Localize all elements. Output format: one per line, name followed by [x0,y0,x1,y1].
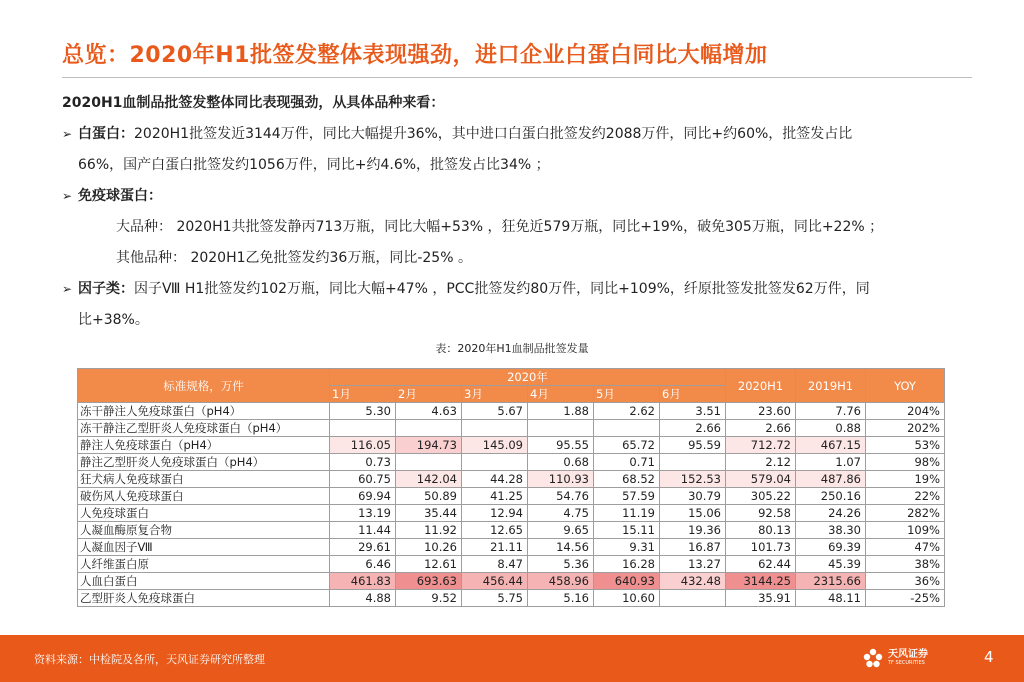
cell: 109% [866,522,945,539]
cell: 65.72 [594,437,660,454]
logo-name-en: TF SECURITIES [888,660,925,666]
row-name: 静注人免疫球蛋白（pH4） [78,437,330,454]
cell: 0.68 [528,454,594,471]
flower-logo-icon [862,647,884,669]
cell: 467.15 [796,437,866,454]
cell: 5.16 [528,590,594,607]
cell: 54.76 [528,488,594,505]
cell: 8.47 [462,556,528,573]
cell: 15.06 [660,505,726,522]
cell: 19% [866,471,945,488]
factor-line1: 因子Ⅷ H1批签发约102万瓶，同比大幅+47% ，PCC批签发约80万件，同比+109%，纤原批签发批签发62万件，同 [134,281,870,297]
table-row [78,437,945,454]
cell: 9.65 [528,522,594,539]
intro-line: 2020H1血制品批签发整体同比表现强劲，从具体品种来看： [62,95,445,111]
row-name: 冻干静注乙型肝炎人免疫球蛋白（pH4） [78,420,330,437]
col-header-year: 2020年 [330,369,726,386]
page-title: 总览：2020年H1批签发整体表现强劲，进口企业白蛋白同比大幅增加 [62,43,768,68]
cell: 36% [866,573,945,590]
cell: 50.89 [396,488,462,505]
row-name: 破伤风人免疫球蛋白 [78,488,330,505]
albumin-line1: 2020H1批签发近3144万件，同比大幅提升36%，其中进口白蛋白批签发约2088万件，同比+约60%，批签发占比 [134,126,853,142]
cell: 92.58 [726,505,796,522]
cell: 5.75 [462,590,528,607]
cell: 57.59 [594,488,660,505]
cell [396,420,462,437]
logo-name: 天风证券 [888,649,928,660]
cell: 2.62 [594,403,660,420]
cell: 712.72 [726,437,796,454]
albumin-line2: 66%，国产白蛋白批签发约1056万件，同比+约4.6%，批签发占比34% ； [78,157,550,173]
cell: 579.04 [726,471,796,488]
cell [396,454,462,471]
table-row [78,403,945,420]
immuno-major-line: 大品种： 2020H1共批签发静丙713万瓶，同比大幅+53% ，狂免近579万瓶，同比+19%，破免305万瓶，同比+22% ； [116,219,884,235]
logo-text [888,649,928,667]
cell [462,420,528,437]
cell: 10.26 [396,539,462,556]
bullet-arrow-icon: ➢ [62,189,73,203]
bullet-arrow-icon: ➢ [62,127,73,141]
cell: 0.73 [330,454,396,471]
cell: 69.39 [796,539,866,556]
batch-release-table [77,368,945,607]
col-header-month: 1月 [330,386,396,403]
cell: 53% [866,437,945,454]
cell: 305.22 [726,488,796,505]
cell: 16.28 [594,556,660,573]
cell: 487.86 [796,471,866,488]
footer-source: 资料来源：中检院及各所，天风证券研究所整理 [34,653,265,666]
cell: 29.61 [330,539,396,556]
row-name: 人纤维蛋白原 [78,556,330,573]
cell: 4.75 [528,505,594,522]
cell: 41.25 [462,488,528,505]
col-header-month: 2月 [396,386,462,403]
table-row [78,505,945,522]
cell: 116.05 [330,437,396,454]
row-name: 静注乙型肝炎人免疫球蛋白（pH4） [78,454,330,471]
cell: 13.27 [660,556,726,573]
cell: 204% [866,403,945,420]
cell: 44.28 [462,471,528,488]
cell: 5.67 [462,403,528,420]
table-row [78,556,945,573]
table-row [78,454,945,471]
cell: 6.46 [330,556,396,573]
cell: 35.44 [396,505,462,522]
albumin-bullet [62,119,982,150]
factor-line2: 比+38%。 [78,312,149,328]
col-header-month: 3月 [462,386,528,403]
cell: 30.79 [660,488,726,505]
row-name: 人凝血因子Ⅷ [78,539,330,556]
cell: 38.30 [796,522,866,539]
cell [660,590,726,607]
factor-bullet [62,274,982,305]
cell: 10.60 [594,590,660,607]
cell [660,454,726,471]
cell: 640.93 [594,573,660,590]
cell: 1.07 [796,454,866,471]
row-name: 乙型肝炎人免疫球蛋白 [78,590,330,607]
table-row [78,420,945,437]
table-row [78,573,945,590]
cell: 432.48 [660,573,726,590]
cell: 47% [866,539,945,556]
row-name: 狂犬病人免疫球蛋白 [78,471,330,488]
cell: 11.44 [330,522,396,539]
cell: 69.94 [330,488,396,505]
summary-text [62,88,982,336]
cell [330,420,396,437]
albumin-label: 白蛋白： [78,126,134,142]
cell: 80.13 [726,522,796,539]
cell: 98% [866,454,945,471]
row-name: 人凝血酶原复合物 [78,522,330,539]
cell [528,420,594,437]
cell: 38% [866,556,945,573]
cell: 12.65 [462,522,528,539]
cell: 5.30 [330,403,396,420]
cell: 2315.66 [796,573,866,590]
cell: 9.52 [396,590,462,607]
cell: 95.55 [528,437,594,454]
cell: 282% [866,505,945,522]
cell: 48.11 [796,590,866,607]
cell: 194.73 [396,437,462,454]
cell [462,454,528,471]
cell: 11.92 [396,522,462,539]
col-header-2019h1: 2019H1 [796,369,866,403]
col-header-name: 标准规格，万件 [78,369,330,403]
cell: 13.19 [330,505,396,522]
cell: 19.36 [660,522,726,539]
cell: 4.88 [330,590,396,607]
table-row [78,539,945,556]
cell: 110.93 [528,471,594,488]
cell: 145.09 [462,437,528,454]
cell: 0.88 [796,420,866,437]
col-header-2020h1: 2020H1 [726,369,796,403]
cell: 456.44 [462,573,528,590]
cell: 7.76 [796,403,866,420]
cell: 62.44 [726,556,796,573]
cell: 24.26 [796,505,866,522]
col-header-month: 4月 [528,386,594,403]
immuno-bullet [62,181,982,212]
cell: 250.16 [796,488,866,505]
cell: 142.04 [396,471,462,488]
cell: 152.53 [660,471,726,488]
cell: 45.39 [796,556,866,573]
immuno-label: 免疫球蛋白： [78,188,162,204]
col-header-month: 5月 [594,386,660,403]
cell: 12.61 [396,556,462,573]
company-logo [862,647,928,669]
cell: 12.94 [462,505,528,522]
cell: 4.63 [396,403,462,420]
page-number: 4 [984,648,994,666]
cell: 16.87 [660,539,726,556]
table-row [78,471,945,488]
cell: 60.75 [330,471,396,488]
col-header-month: 6月 [660,386,726,403]
cell: 461.83 [330,573,396,590]
title-divider [62,77,972,78]
row-name: 冻干静注人免疫球蛋白（pH4） [78,403,330,420]
table-row [78,488,945,505]
cell: 14.56 [528,539,594,556]
cell: 2.12 [726,454,796,471]
cell: 22% [866,488,945,505]
table-row [78,522,945,539]
cell: 35.91 [726,590,796,607]
cell: 5.36 [528,556,594,573]
row-name: 人免疫球蛋白 [78,505,330,522]
bullet-arrow-icon: ➢ [62,282,73,296]
cell: 95.59 [660,437,726,454]
factor-label: 因子类： [78,281,134,297]
table-caption: 表：2020年H1血制品批签发量 [435,342,589,355]
cell: 693.63 [396,573,462,590]
cell: 3.51 [660,403,726,420]
table-header-row [78,369,945,386]
cell: 202% [866,420,945,437]
cell: 11.19 [594,505,660,522]
row-name: 人血白蛋白 [78,573,330,590]
cell: 3144.25 [726,573,796,590]
col-header-yoy: YOY [866,369,945,403]
cell: -25% [866,590,945,607]
cell [594,420,660,437]
cell: 101.73 [726,539,796,556]
cell: 2.66 [726,420,796,437]
cell: 23.60 [726,403,796,420]
cell: 21.11 [462,539,528,556]
cell: 15.11 [594,522,660,539]
cell: 68.52 [594,471,660,488]
cell: 1.88 [528,403,594,420]
table-row [78,590,945,607]
immuno-other-line: 其他品种： 2020H1乙免批签发约36万瓶，同比-25% 。 [116,250,472,266]
cell: 2.66 [660,420,726,437]
cell: 458.96 [528,573,594,590]
cell: 0.71 [594,454,660,471]
cell: 9.31 [594,539,660,556]
